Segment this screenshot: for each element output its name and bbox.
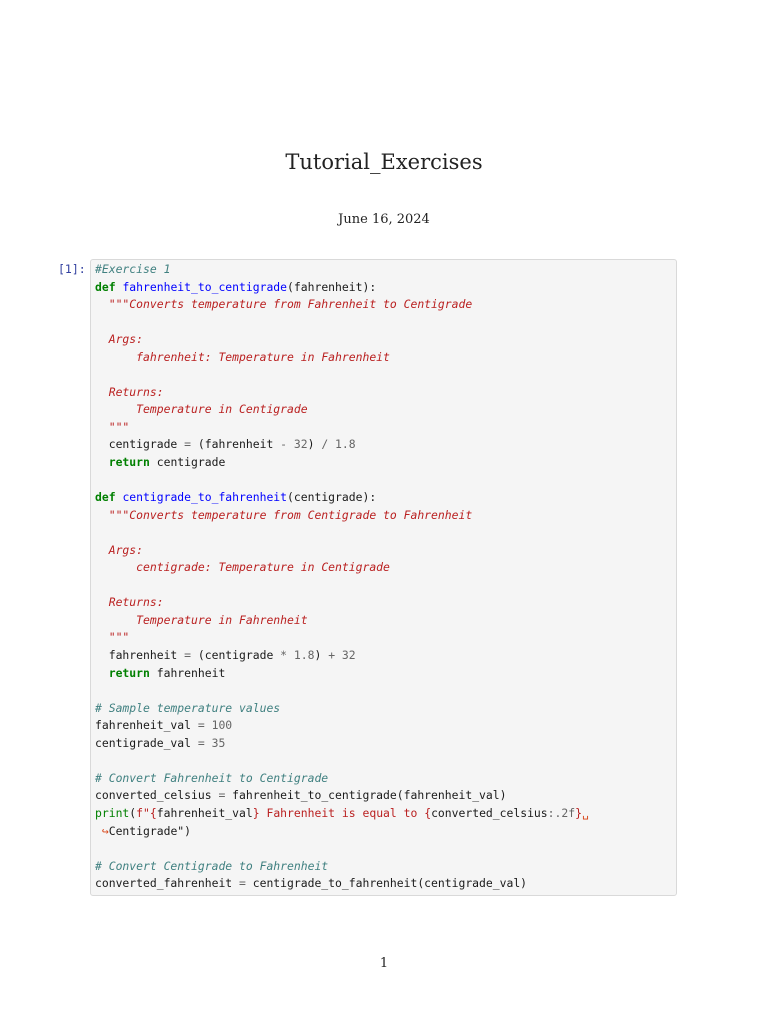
code-token [95,824,102,838]
code-line [95,419,672,437]
code-block [95,261,672,893]
code-token: ( [129,805,137,820]
code-token: def [95,490,116,505]
code-token: ) [307,437,322,452]
code-token [95,666,109,680]
code-token: { [424,805,432,820]
code-line [95,559,672,577]
code-line [95,665,672,683]
code-line [95,770,672,788]
code-line [95,507,672,525]
code-token: + [328,648,336,663]
code-line [95,594,672,612]
code-token [287,648,294,662]
code-token: Centigrade [108,823,178,838]
code-line [95,436,672,454]
code-cell[interactable] [90,259,677,896]
code-token [335,648,342,662]
code-token: # Convert Fahrenheit to Centigrade [95,770,329,785]
code-token: - [280,437,288,452]
code-line [95,314,672,332]
code-token: ") [177,823,192,838]
code-token: Returns: [108,384,164,399]
code-line [95,805,672,823]
code-token: converted_fahrenheit [95,876,240,891]
code-token [95,455,109,469]
code-token: (fahrenheit [191,437,281,452]
code-line [95,717,672,735]
code-token: = [184,437,192,452]
code-token: Args: [108,542,144,557]
code-token [95,420,109,434]
code-line [95,875,672,893]
code-token [95,508,109,522]
code-token: / [321,437,329,452]
code-token: ␣ [581,805,589,820]
code-line [95,296,672,314]
code-token: 1.8 [335,437,356,452]
code-token: converted_celsius [431,805,548,820]
code-line [95,349,672,367]
code-line [95,279,672,297]
page-number: 1 [379,956,389,971]
code-token: (centigrade [191,648,281,663]
code-line [95,735,672,753]
code-line [95,331,672,349]
code-line [95,577,672,595]
code-line [95,384,672,402]
code-token: print [95,805,130,820]
code-line [95,366,672,384]
code-token: """ [108,630,130,645]
code-line [95,823,672,841]
code-token: centigrade_to_fahrenheit(centigrade_val) [245,876,528,891]
code-token: = [218,788,226,803]
code-token: Returns: [108,595,164,610]
code-token: def [95,279,116,294]
code-token: 32 [293,437,308,452]
code-line [95,787,672,805]
code-token: fahrenheit: Temperature in Fahrenheit [136,349,390,364]
code-line [95,629,672,647]
code-token: centigrade [95,437,185,452]
code-line [95,524,672,542]
code-token: (fahrenheit): [287,279,377,294]
code-token [95,402,136,416]
code-token: 1.8 [293,648,315,663]
code-token: centigrade_to_fahrenheit [122,490,288,505]
code-token: = [197,718,205,733]
code-token: 32 [341,648,356,663]
code-token [95,385,109,399]
code-token: = [197,735,205,750]
code-token: # Sample temperature values [95,700,281,715]
code-line [95,261,672,279]
code-token [205,736,212,750]
code-token [95,332,109,346]
code-line [95,752,672,770]
code-token: ) [314,648,329,663]
code-line [95,682,672,700]
code-token: #Exercise 1 [95,262,171,276]
code-token: ↪ [101,823,109,838]
code-token: fahrenheit [95,648,185,663]
code-line [95,489,672,507]
code-line [95,647,672,665]
code-line [95,612,672,630]
code-token [95,613,136,627]
code-token: """Converts temperature from Fahrenheit to Centigrade [108,297,473,312]
code-token: centigrade: Temperature in Centigrade [136,560,390,575]
code-token [95,297,109,311]
code-token [95,350,136,364]
code-token: centigrade_val [95,735,198,750]
code-token: 35 [211,735,226,750]
code-token: Fahrenheit is equal to [259,805,425,820]
code-token [95,630,109,644]
code-token: { [149,805,157,820]
code-token: converted_celsius [95,788,219,803]
code-token: * [280,648,288,663]
code-token [95,543,109,557]
code-token: 100 [211,718,233,733]
code-token: fahrenheit_val [156,805,253,820]
code-token [287,437,294,451]
code-line [95,472,672,490]
code-token: centigrade [149,455,226,470]
code-token [95,595,109,609]
code-line [95,454,672,472]
code-token: return [108,665,150,680]
code-token: = [184,648,192,663]
document-date: June 16, 2024 [338,212,430,227]
code-token: """Converts temperature from Centigrade to Fahrenheit [108,507,473,522]
code-token: Temperature in Centigrade [136,402,308,417]
cell-prompt: [1]: [58,262,86,276]
code-token: # Convert Centigrade to Fahrenheit [95,858,329,873]
code-token: = [239,876,246,891]
code-token [95,560,136,574]
code-line [95,700,672,718]
code-line [95,542,672,560]
code-token: } [575,805,582,820]
code-token: Args: [108,332,144,347]
code-token: :.2f [547,805,576,820]
code-token: fahrenheit_val [95,718,198,733]
code-token: return [108,455,150,470]
code-line [95,840,672,858]
code-token: fahrenheit_to_centigrade [122,279,288,294]
code-token: """ [108,419,130,434]
code-token: } [252,805,260,820]
code-token: fahrenheit [149,665,226,680]
document-title: Tutorial_Exercises [285,150,483,174]
code-token: fahrenheit_to_centigrade(fahrenheit_val) [225,788,507,803]
code-token: (centigrade): [287,490,377,505]
code-token [205,718,212,732]
code-line [95,858,672,876]
code-token: Temperature in Fahrenheit [136,612,308,627]
code-line [95,401,672,419]
code-token: f" [136,805,150,820]
